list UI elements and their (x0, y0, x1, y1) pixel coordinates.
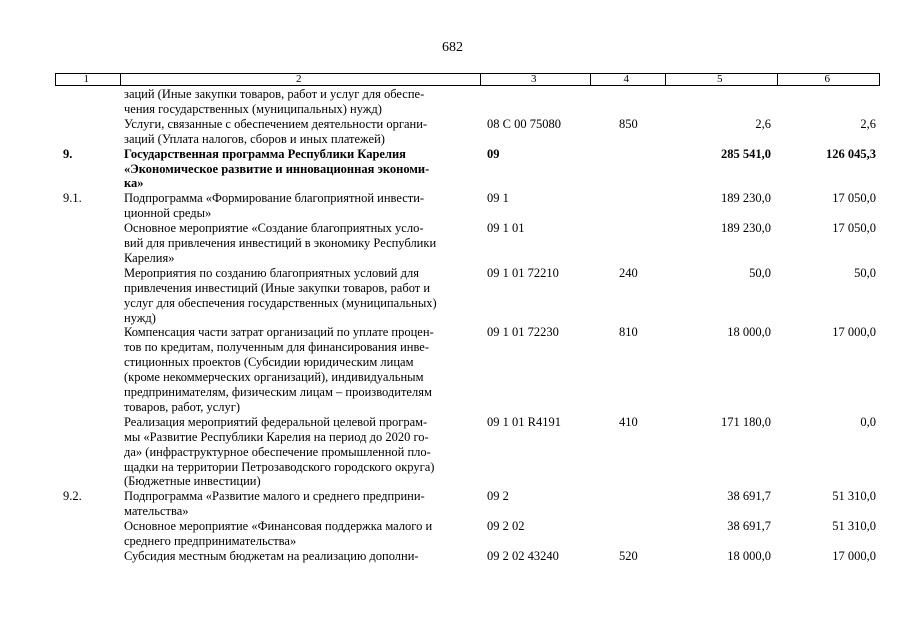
description-line: стиционных проектов (Субсидии юридическим лицам (124, 355, 414, 370)
description-line: товаров, работ, услуг) (124, 399, 241, 414)
row-description (124, 519, 479, 549)
description-line: Компенсация части затрат организаций по уплате процен- (124, 325, 434, 340)
description-line: среднего предпринимательства» (124, 534, 297, 548)
table-row (0, 519, 905, 549)
amount-col-5: 189 230,0 (721, 221, 771, 236)
description-line: заций (Уплата налогов, сборов и иных платежей) (124, 131, 385, 146)
header-col-5: 5 (717, 73, 723, 85)
description-line: Основное мероприятие «Финансовая поддержка малого и (124, 519, 433, 534)
description-line: (кроме некоммерческих организаций), индивидуальным (124, 370, 424, 385)
row-description (124, 549, 479, 564)
budget-code: 09 1 01 (487, 221, 525, 236)
expense-type: 520 (619, 548, 638, 563)
header-divider (120, 73, 121, 86)
description-line: Основное мероприятие «Создание благоприятных усло- (124, 221, 424, 236)
amount-col-5: 18 000,0 (727, 548, 771, 563)
amount-col-6: 126 045,3 (826, 146, 876, 161)
budget-code: 09 2 02 (487, 519, 525, 534)
amount-col-5: 38 691,7 (727, 519, 771, 534)
amount-col-6: 51 310,0 (832, 519, 876, 534)
row-description (124, 489, 479, 519)
header-col-3: 3 (531, 73, 537, 85)
description-line: нужд) (124, 310, 156, 325)
budget-code: 09 1 (487, 191, 509, 206)
table-row (0, 549, 905, 564)
row-description (124, 191, 479, 221)
header-divider (480, 73, 481, 86)
description-line: тов по кредитам, полученным для финансирования инве- (124, 340, 430, 355)
row-description (124, 147, 479, 192)
description-line: Карелия» (124, 250, 175, 265)
amount-col-6: 17 050,0 (832, 221, 876, 236)
table-row (0, 325, 905, 414)
row-number: 9.1. (63, 191, 82, 206)
description-line: услуг для обеспечения государственных (муниципальных) (124, 295, 437, 310)
amount-col-6: 0,0 (860, 414, 876, 429)
description-line: предпринимателям, физическим лицам – производителям (124, 385, 432, 400)
amount-col-6: 17 050,0 (832, 191, 876, 206)
amount-col-6: 17 000,0 (832, 548, 876, 563)
description-line: Субсидия местным бюджетам на реализацию дополни- (124, 548, 419, 563)
row-description (124, 87, 479, 117)
description-line: «Экономическое развитие и инновационная экономи- (124, 161, 430, 176)
expense-type: 410 (619, 414, 638, 429)
table-row (0, 117, 905, 147)
amount-col-5: 2,6 (755, 116, 771, 131)
amount-col-5: 18 000,0 (727, 325, 771, 340)
header-col-6: 6 (824, 73, 830, 85)
expense-type: 810 (619, 325, 638, 340)
budget-code: 09 1 01 72230 (487, 325, 559, 340)
budget-code: 09 1 01 R4191 (487, 414, 561, 429)
amount-col-6: 50,0 (854, 265, 876, 280)
description-line: мательства» (124, 504, 189, 519)
table-row (0, 147, 905, 192)
budget-code: 09 2 02 43240 (487, 548, 559, 563)
row-number: 9.2. (63, 489, 82, 504)
header-col-1: 1 (83, 73, 89, 85)
description-line: (Бюджетные инвестиции) (124, 474, 261, 489)
page-number: 682 (442, 40, 463, 55)
row-description (124, 266, 479, 326)
amount-col-6: 51 310,0 (832, 489, 876, 504)
amount-col-5: 38 691,7 (727, 489, 771, 504)
table-row (0, 87, 905, 117)
description-line: ционной среды» (124, 206, 212, 221)
description-line: вий для привлечения инвестиций в экономику Республики (124, 236, 437, 250)
amount-col-6: 2,6 (860, 116, 876, 131)
amount-col-5: 285 541,0 (721, 146, 771, 161)
description-line: ка» (124, 176, 144, 191)
budget-code: 09 2 (487, 489, 509, 504)
header-row (55, 73, 880, 86)
header-col-4: 4 (623, 73, 629, 85)
row-number: 9. (63, 146, 73, 161)
amount-col-5: 171 180,0 (721, 414, 771, 429)
description-line: привлечения инвестиций (Иные закупки товаров, работ и (124, 280, 431, 295)
row-description (124, 415, 479, 490)
description-line: чения государственных (муниципальных) нужд) (124, 101, 382, 116)
expense-type: 240 (619, 265, 638, 280)
budget-code: 09 1 01 72210 (487, 265, 559, 280)
description-line: Услуги, связанные с обеспечением деятельности органи- (124, 116, 428, 131)
description-line: заций (Иные закупки товаров, работ и услуг для обеспе- (124, 87, 425, 101)
expense-type: 850 (619, 116, 638, 131)
row-description (124, 325, 479, 414)
table-row (0, 266, 905, 326)
budget-code: 08 С 00 75080 (487, 116, 561, 131)
description-line: Государственная программа Республики Карелия (124, 146, 406, 161)
header-divider (777, 73, 778, 86)
table-row (0, 489, 905, 519)
description-line: Подпрограмма «Развитие малого и среднего предприни- (124, 489, 425, 504)
amount-col-5: 189 230,0 (721, 191, 771, 206)
table-row (0, 415, 905, 490)
description-line: щадки на территории Петрозаводского городского округа) (124, 459, 435, 474)
budget-code: 09 (487, 146, 500, 161)
table-row (0, 191, 905, 221)
header-divider (590, 73, 591, 86)
table-row (0, 221, 905, 266)
header-divider (665, 73, 666, 86)
header-col-2: 2 (296, 73, 302, 85)
amount-col-5: 50,0 (749, 265, 771, 280)
row-description (124, 117, 479, 147)
description-line: да» (инфраструктурное обеспечение промышленной пло- (124, 444, 431, 459)
row-description (124, 221, 479, 266)
description-line: Подпрограмма «Формирование благоприятной инвести- (124, 191, 425, 206)
description-line: мы «Развитие Республики Карелия на период до 2020 го- (124, 429, 429, 444)
amount-col-6: 17 000,0 (832, 325, 876, 340)
description-line: Мероприятия по созданию благоприятных условий для (124, 265, 419, 280)
description-line: Реализация мероприятий федеральной целевой програм- (124, 414, 428, 429)
